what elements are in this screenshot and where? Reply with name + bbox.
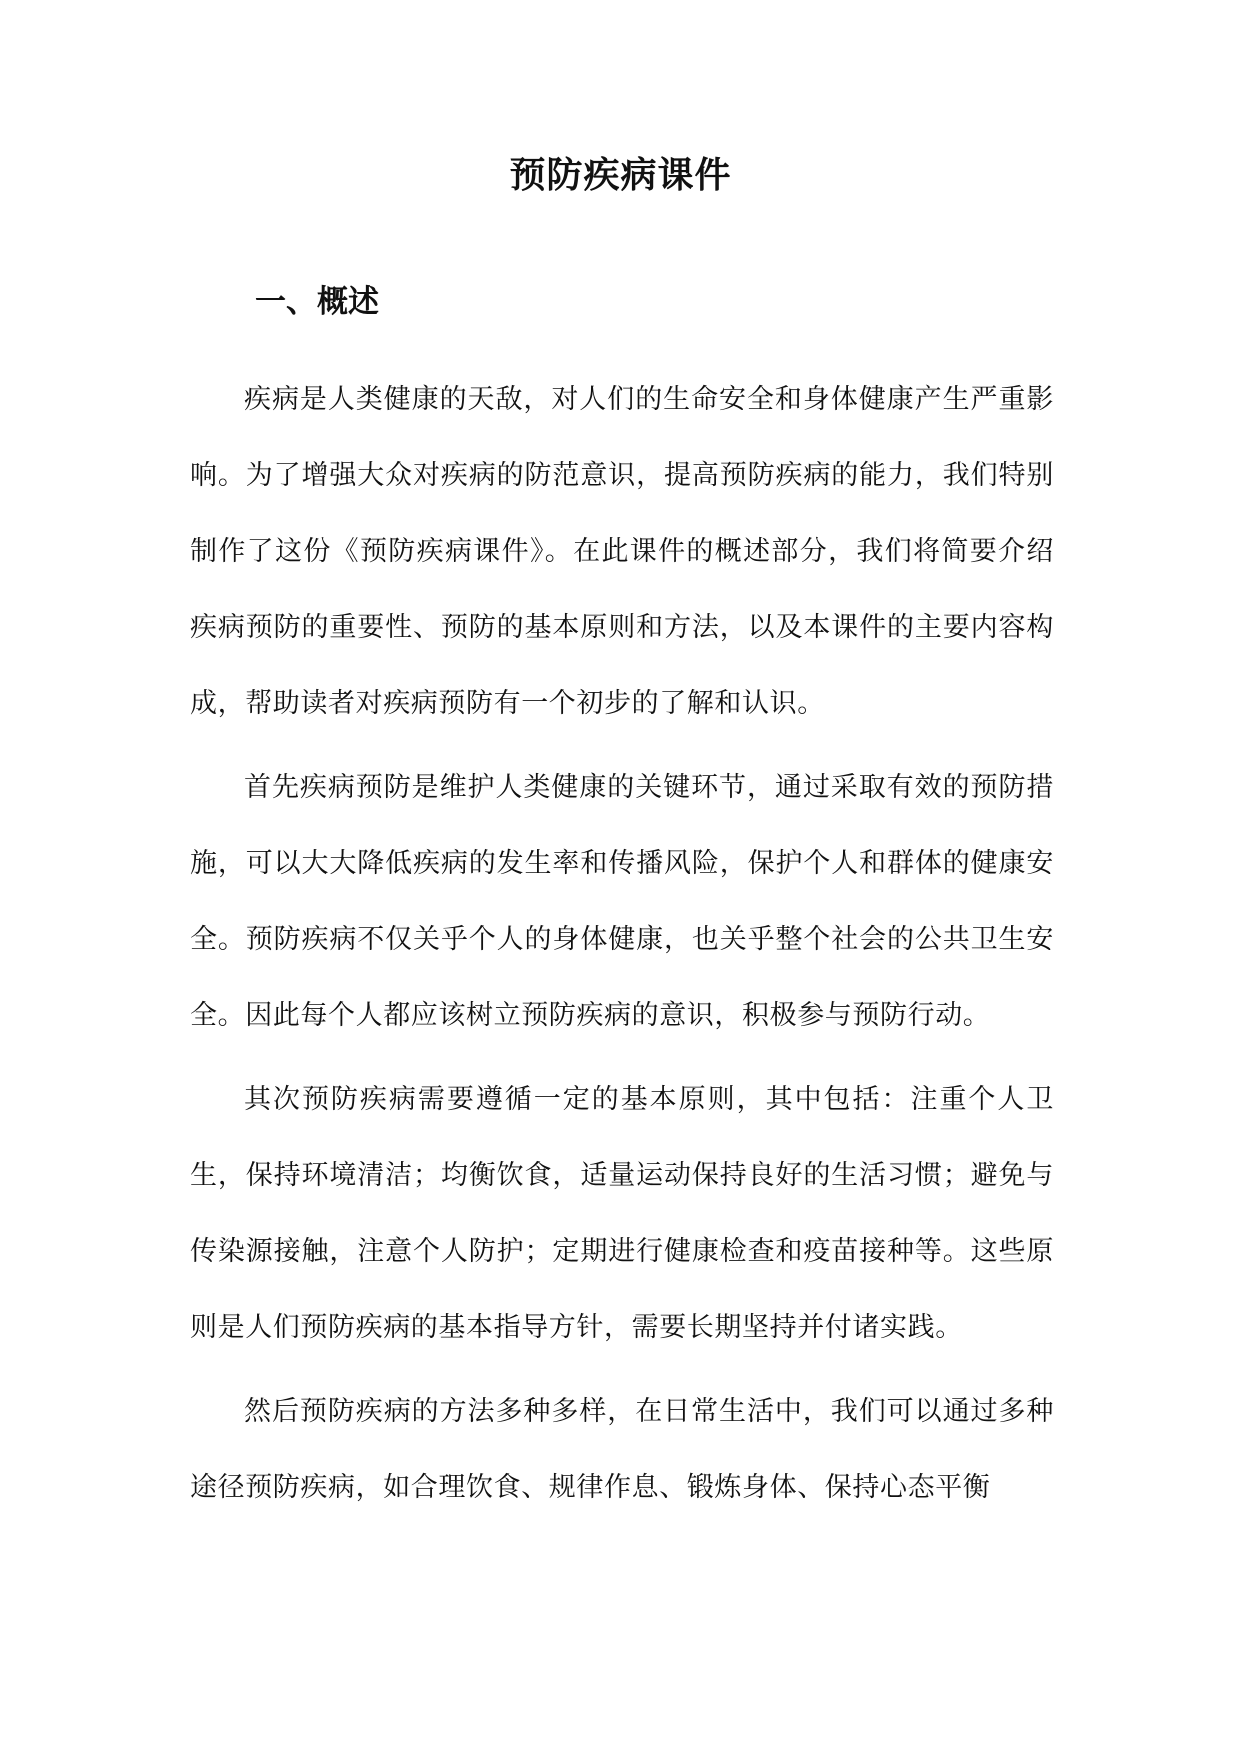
paragraph-importance: 首先疾病预防是维护人类健康的关键环节，通过采取有效的预防措施，可以大大降低疾病的发生率和传播风险，保护个人和群体的健康安全。预防疾病不仅关乎个人的身体健康，也关乎整个社会的公共卫生安全。因此每个人都应该树立预防疾病的意识，积极参与预防行动。 (190, 772, 1054, 1031)
paragraph-methods: 然后预防疾病的方法多种多样，在日常生活中，我们可以通过多种途径预防疾病，如合理饮食、规律作息、锻炼身体、保持心态平衡 (190, 1396, 1054, 1503)
paragraph-intro: 疾病是人类健康的天敌，对人们的生命安全和身体健康产生严重影响。为了增强大众对疾病的防范意识，提高预防疾病的能力，我们特别制作了这份《预防疾病课件》。在此课件的概述部分，我们将简要介绍疾病预防的重要性、预防的基本原则和方法，以及本课件的主要内容构成，帮助读者对疾病预防有一个初步的了解和认识。 (190, 384, 1054, 719)
paragraph-principles: 其次预防疾病需要遵循一定的基本原则，其中包括：注重个人卫生，保持环境清洁；均衡饮食，适量运动保持良好的生活习惯；避免与传染源接触，注意个人防护；定期进行健康检查和疫苗接种等。这些原则是人们预防疾病的基本指导方针，需要长期坚持并付诸实践。 (190, 1084, 1054, 1343)
section-heading-overview: 一、概述 (255, 284, 379, 320)
section-body (190, 362, 1054, 1534)
document-title: 预防疾病课件 (509, 154, 732, 196)
